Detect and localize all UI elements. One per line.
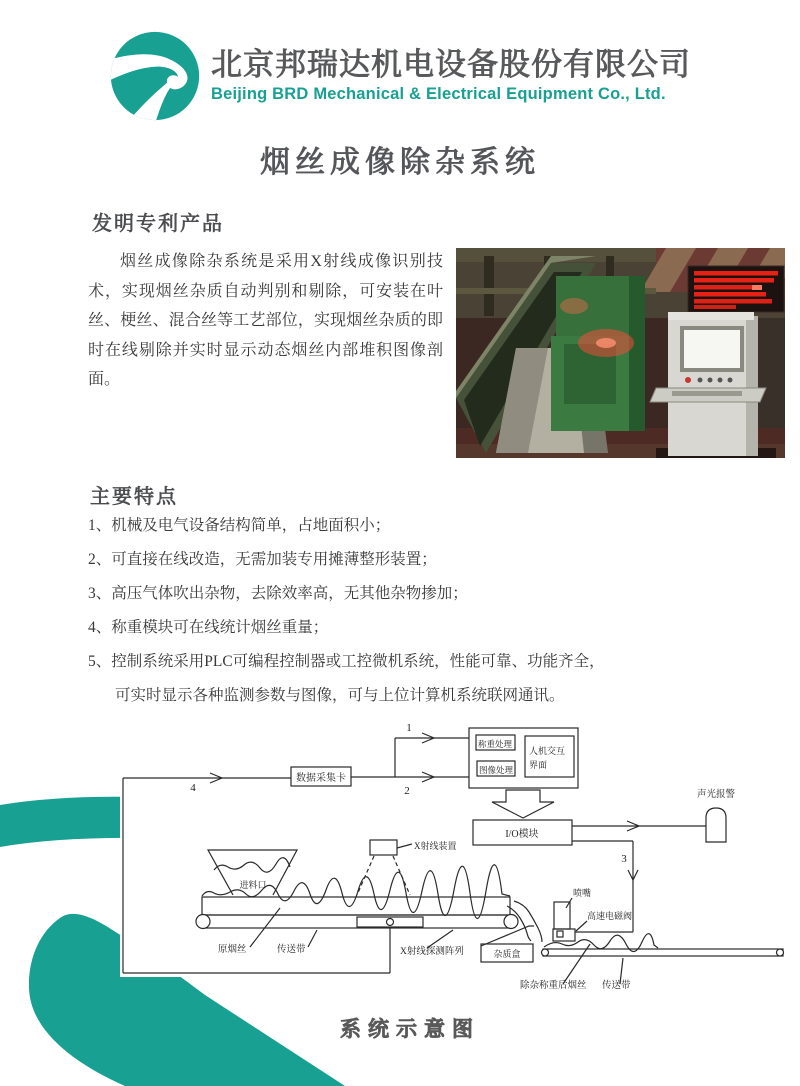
factory-equipment-photo (456, 248, 785, 458)
cleaned-tobacco-label: 除杂称重后烟丝 (520, 981, 587, 991)
section-heading-patent: 发明专利产品 (92, 213, 224, 235)
belt1-roller-left (196, 915, 210, 929)
header (0, 30, 800, 122)
valve-label: 高速电磁阀 (587, 911, 633, 921)
belt1-roller-right (504, 915, 518, 929)
patent-paragraph: 烟丝成像除杂系统是采用X射线成像识别技术，实现烟丝杂质自动判别和剔除，可安装在叶丝、梗丝、混合丝等工艺部位，实现烟丝杂质的即时在线剔除并实时显示动态烟丝内部堆积图像剖面。 (88, 253, 443, 389)
xray-device-label: X射线装置 (414, 841, 457, 851)
feature-item-continuation: 可实时显示各种监测参数与图像，可与上位计算机系统联网通讯。 (115, 687, 565, 704)
belt1-label: 传送带 (277, 945, 306, 955)
page-title: 烟丝成像除杂系统 (260, 146, 540, 179)
hmi-label-line2: 界面 (529, 760, 548, 770)
equipment-photo (456, 248, 785, 458)
led-display-board (688, 266, 784, 312)
belt2-roller-left (542, 949, 549, 956)
io-module-label: I/O模块 (505, 829, 539, 840)
image-process-label: 图像处理 (478, 765, 514, 775)
daq-label: 数据采集卡 (296, 773, 346, 784)
feature-item: 1、机械及电气设备结构简单，占地面积小； (88, 517, 391, 534)
weigh-process-label: 称重处理 (477, 739, 513, 749)
feature-item: 5、控制系统采用PLC可编程控制器或工控微机系统，性能可靠、功能齐全， (88, 653, 605, 670)
inlet-label: 进料口 (239, 880, 267, 890)
monitor-screen (684, 330, 740, 368)
company-name-block (211, 48, 691, 104)
company-name-en: Beijing BRD Mechanical & Electrical Equipment Co., Ltd. (211, 85, 666, 104)
company-name-zh: 北京邦瑞达机电设备股份有限公司 (211, 46, 691, 82)
control-console (650, 312, 776, 458)
alarm-label: 声光报警 (696, 790, 736, 800)
system-diagram (110, 690, 790, 1000)
feature-list (88, 509, 728, 713)
alarm-dome (706, 808, 726, 842)
section-heading-features: 主要特点 (90, 486, 178, 508)
flow-number-3: 3 (621, 853, 627, 865)
flow-number-2: 2 (404, 785, 410, 797)
green-sorter-machine (551, 276, 645, 431)
feature-item: 3、高压气体吹出杂物，去除效率高，无其他杂物掺加； (88, 585, 468, 602)
feature-item: 2、可直接在线改造，无需加装专用摊薄整形装置； (88, 551, 437, 568)
impurity-box-label: 杂质盒 (493, 949, 521, 959)
flow-number-1: 1 (406, 722, 412, 734)
nozzle-label: 喷嘴 (573, 888, 592, 898)
hmi-label-line1: 人机交互 (529, 746, 566, 756)
diagram-caption: 系统示意图 (340, 1018, 480, 1041)
red-indicator (685, 377, 691, 383)
belt2-label: 传送带 (602, 981, 631, 991)
detector-sensor (387, 919, 394, 926)
flow-number-4: 4 (190, 782, 196, 794)
detector-label: X射线探测阵列 (400, 947, 464, 957)
brd-ribbon-logo-icon (109, 30, 201, 122)
belt2-roller-right (777, 949, 784, 956)
raw-tobacco-label: 原烟丝 (218, 945, 247, 955)
feature-item: 4、称重模块可在线统计烟丝重量； (88, 619, 329, 636)
